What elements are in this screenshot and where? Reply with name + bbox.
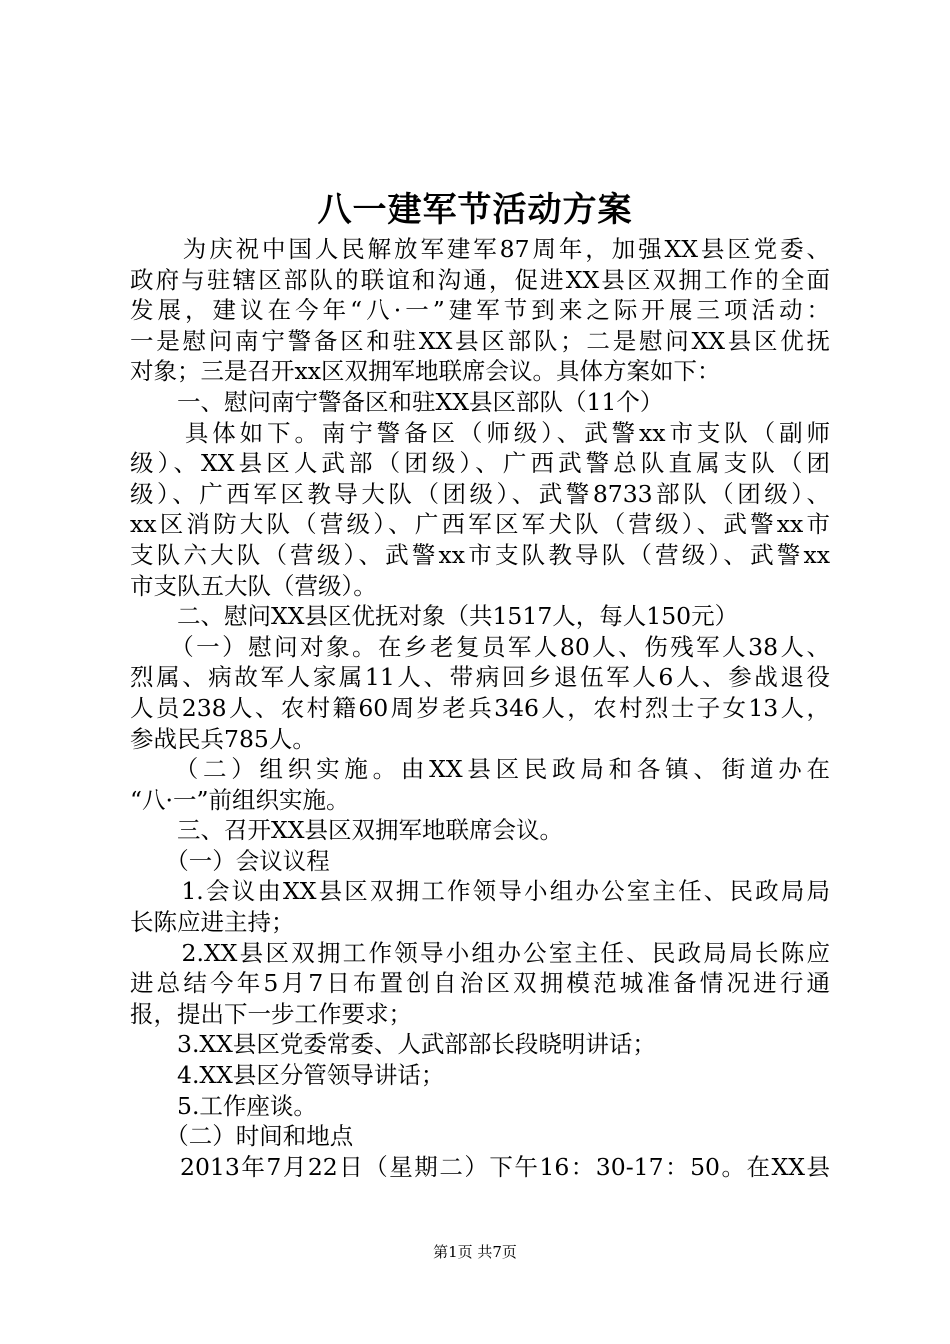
document-body: [130, 234, 830, 1182]
body-line: 市支队五大队（营级）。: [130, 571, 377, 600]
body-line: 级）、XX县区人武部（团级）、广西武警总队直属支队（团: [130, 449, 830, 478]
body-line: （二）组织实施。由XX县区民政局和各镇、街道办在: [130, 755, 830, 784]
body-line: 支队六大队（营级）、武警xx市支队教导队（营级）、武警xx: [130, 540, 830, 569]
body-line: 一是慰问南宁警备区和驻XX县区部队；二是慰问XX县区优抚: [130, 326, 830, 355]
subsection-heading: （二）时间和地点: [130, 1122, 354, 1151]
body-line: 进总结今年5月7日布置创自治区双拥模范城准备情况进行通: [130, 969, 830, 998]
section-heading: 一、慰问南宁警备区和驻XX县区部队（11个）: [130, 387, 664, 416]
document-title: 八一建军节活动方案: [317, 190, 633, 230]
body-line: 级）、广西军区教导大队（团级）、武警8733部队（团级）、: [130, 479, 830, 508]
section-heading: 二、慰问XX县区优抚对象（共1517人，每人150元）: [130, 602, 739, 631]
body-line: （一）慰问对象。在乡老复员军人80人、伤残军人38人、: [130, 632, 830, 661]
body-line: 长陈应进主持；: [130, 908, 295, 937]
body-line: 报，提出下一步工作要求；: [130, 999, 412, 1028]
subsection-heading: （一）会议议程: [130, 846, 330, 875]
body-line: 5.工作座谈。: [130, 1091, 317, 1120]
body-line: 3.XX县区党委常委、人武部部长段晓明讲话；: [130, 1030, 656, 1059]
body-line: 具体如下。南宁警备区（师级）、武警xx市支队（副师: [130, 418, 830, 447]
body-line: 2.XX县区双拥工作领导小组办公室主任、民政局局长陈应: [130, 938, 830, 967]
body-line: 对象；三是召开xx区双拥军地联席会议。具体方案如下：: [130, 357, 721, 386]
body-line: 1.会议由XX县区双拥工作领导小组办公室主任、民政局局: [130, 877, 830, 906]
body-line: 2013年7月22日（星期二）下午16：30-17：50。在XX县: [130, 1152, 830, 1181]
body-line: xx区消防大队（营级）、广西军区军犬队（营级）、武警xx市: [130, 510, 830, 539]
body-line: 4.XX县区分管领导讲话；: [130, 1061, 445, 1090]
section-heading: 三、召开XX县区双拥军地联席会议。: [130, 816, 563, 845]
page-footer: 第1页 共7页: [433, 1243, 517, 1261]
body-line: 参战民兵785人。: [130, 724, 316, 753]
body-line: 为庆祝中国人民解放军建军87周年，加强XX县区党委、: [130, 235, 830, 263]
body-line: 烈属、病故军人家属11人、带病回乡退伍军人6人、参战退役: [130, 663, 830, 692]
body-line: 政府与驻辖区部队的联谊和沟通，促进XX县区双拥工作的全面: [130, 265, 830, 294]
body-line: 人员238人、农村籍60周岁老兵346人，农村烈士子女13人，: [130, 693, 830, 722]
body-line: “八·一”前组织实施。: [130, 785, 350, 814]
body-line: 发展，建议在今年“八·一”建军节到来之际开展三项活动：: [130, 296, 830, 325]
